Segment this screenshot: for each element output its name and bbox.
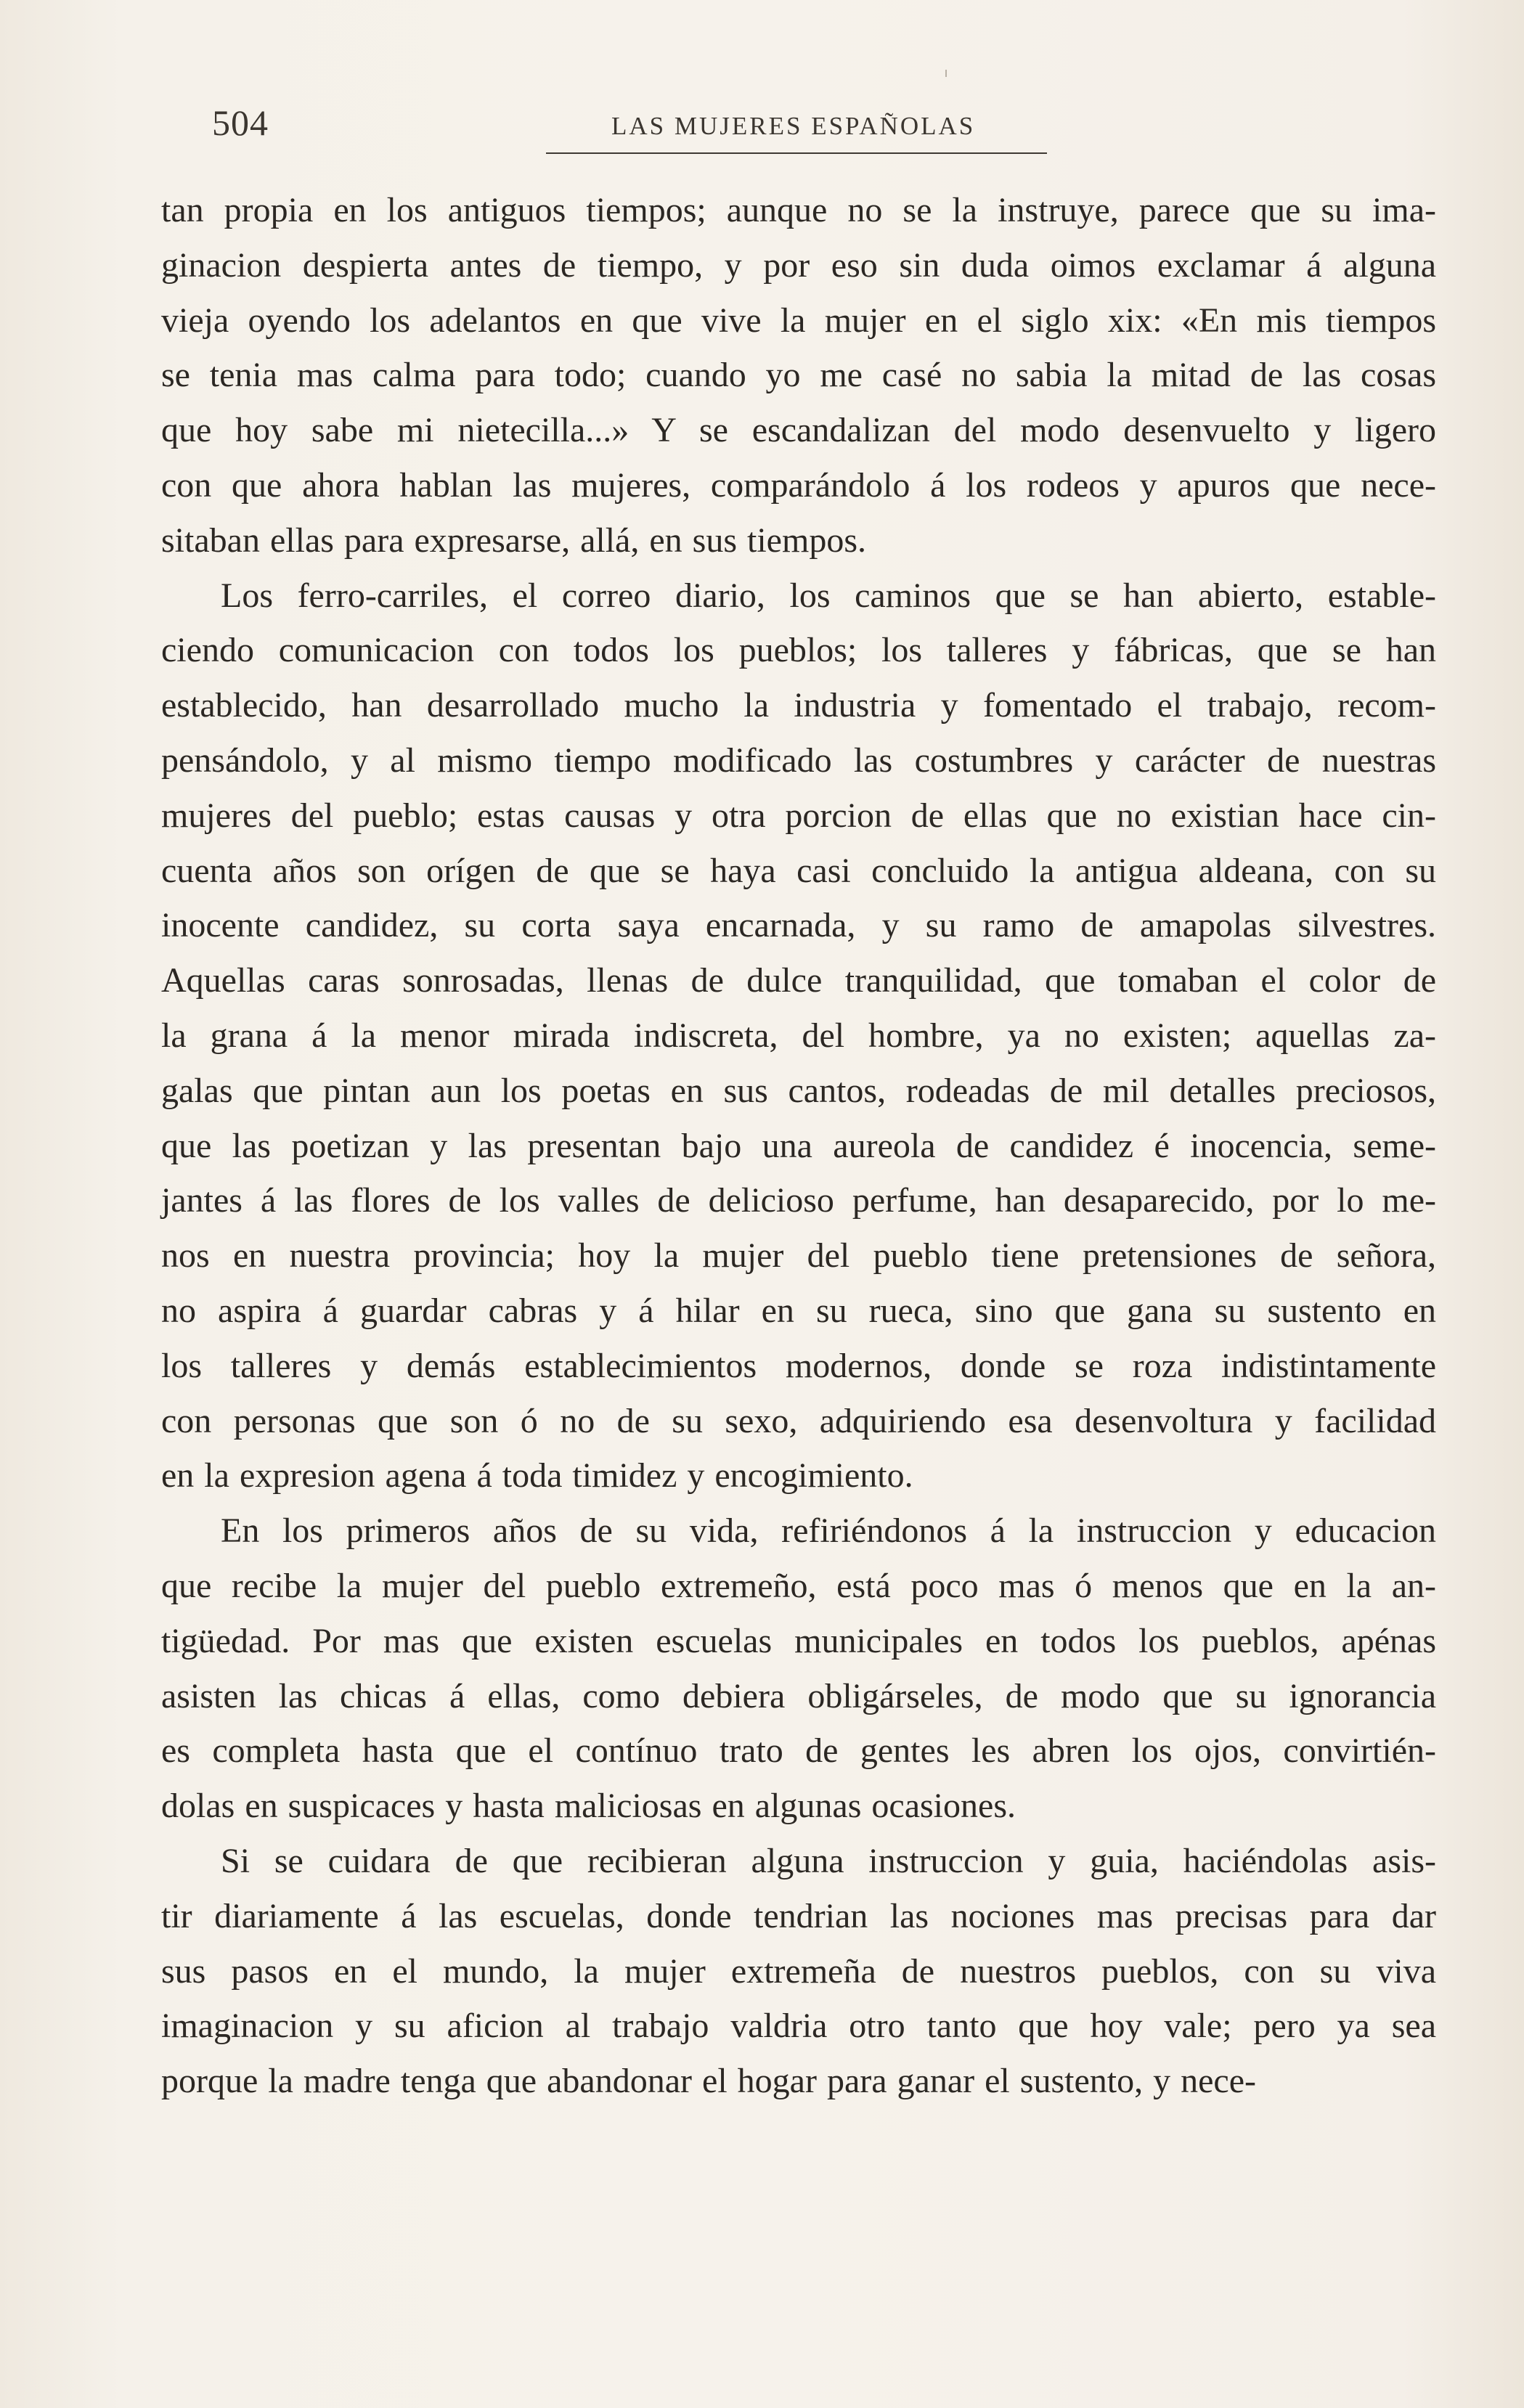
text-line: los talleres y demás establecimientos modernos, donde se roza indistintamente <box>161 1346 1436 1385</box>
running-head: LAS MUJERES ESPAÑOLAS <box>611 112 976 140</box>
text-line: ciendo comunicacion con todos los pueblos; los talleres y fábricas, que se han <box>161 631 1436 670</box>
paragraph <box>161 183 1436 568</box>
text-line: establecido, han desarrollado mucho la industria y fomentado el trabajo, recom- <box>161 686 1436 725</box>
text-line: tir diariamente á las escuelas, donde tendrian las nociones mas precisas para dar <box>161 1896 1436 1935</box>
body-text <box>161 183 1436 2109</box>
paragraph <box>161 568 1436 1504</box>
text-line: pensándolo, y al mismo tiempo modificado las costumbres y carácter de nuestras <box>161 740 1436 780</box>
text-line: tigüedad. Por mas que existen escuelas municipales en todos los pueblos, apénas <box>161 1621 1436 1660</box>
text-line: ginacion despierta antes de tiempo, y por eso sin duda oimos exclamar á alguna <box>161 245 1436 285</box>
header-rule <box>546 152 1047 154</box>
paragraph <box>161 1834 1436 2109</box>
text-line: con que ahora hablan las mujeres, comparándolo á los rodeos y apuros que nece- <box>161 465 1436 505</box>
text-line: Si se cuidara de que recibieran alguna instruccion y guia, haciéndolas asis- <box>221 1841 1436 1880</box>
text-line: jantes á las flores de los valles de delicioso perfume, han desaparecido, por lo me- <box>161 1181 1436 1220</box>
text-line: dolas en suspicaces y hasta maliciosas en algunas ocasiones. <box>161 1787 1016 1826</box>
text-line: en la expresion agena á toda timidez y encogimiento. <box>161 1456 913 1495</box>
text-line: nos en nuestra provincia; hoy la mujer del pueblo tiene pretensiones de señora, <box>161 1236 1436 1276</box>
text-line: que las poetizan y las presentan bajo una aureola de candidez é inocencia, seme- <box>161 1126 1436 1165</box>
text-line: Los ferro-carriles, el correo diario, los caminos que se han abierto, estable- <box>221 576 1436 615</box>
fold-mark <box>945 70 947 77</box>
text-line: inocente candidez, su corta saya encarnada, y su ramo de amapolas silvestres. <box>161 906 1436 945</box>
page-number: 504 <box>212 102 269 143</box>
text-line: la grana á la menor mirada indiscreta, del hombre, ya no existen; aquellas za- <box>161 1016 1436 1055</box>
text-line: asisten las chicas á ellas, como debiera obligárseles, de modo que su ignorancia <box>161 1676 1436 1715</box>
text-line: Aquellas caras sonrosadas, llenas de dulce tranquilidad, que tomaban el color de <box>161 961 1436 1000</box>
text-line: que recibe la mujer del pueblo extremeño, está poco mas ó menos que en la an- <box>161 1566 1436 1605</box>
text-line: que hoy sabe mi nietecilla...» Y se escandalizan del modo desenvuelto y ligero <box>161 411 1436 450</box>
paragraph <box>161 1503 1436 1834</box>
text-line: tan propia en los antiguos tiempos; aunque no se la instruye, parece que su ima- <box>161 191 1436 229</box>
text-line: sitaban ellas para expresarse, allá, en sus tiempos. <box>161 521 866 560</box>
text-line: vieja oyendo los adelantos en que vive la mujer en el siglo xix: «En mis tiempos <box>161 301 1436 340</box>
text-line: se tenia mas calma para todo; cuando yo me casé no sabia la mitad de las cosas <box>161 356 1436 395</box>
text-line: con personas que son ó no de su sexo, adquiriendo esa desenvoltura y facilidad <box>161 1401 1436 1440</box>
page-header <box>212 102 1432 152</box>
text-line: sus pasos en el mundo, la mujer extremeña de nuestros pueblos, con su viva <box>161 1951 1436 1991</box>
text-line: imaginacion y su aficion al trabajo valdria otro tanto que hoy vale; pero ya sea <box>161 2007 1436 2046</box>
text-line: cuenta años son orígen de que se haya casi concluido la antigua aldeana, con su <box>161 851 1436 890</box>
text-line: galas que pintan aun los poetas en sus cantos, rodeadas de mil detalles preciosos, <box>161 1071 1436 1110</box>
text-line: no aspira á guardar cabras y á hilar en su rueca, sino que gana su sustento en <box>161 1291 1436 1330</box>
text-line: porque la madre tenga que abandonar el hogar para ganar el sustento, y nece- <box>161 2062 1256 2101</box>
text-line: En los primeros años de su vida, refiriéndonos á la instruccion y educacion <box>221 1511 1436 1551</box>
text-line: mujeres del pueblo; estas causas y otra porcion de ellas que no existian hace cin- <box>161 796 1436 835</box>
text-line: es completa hasta que el contínuo trato de gentes les abren los ojos, convirtién- <box>161 1731 1436 1771</box>
